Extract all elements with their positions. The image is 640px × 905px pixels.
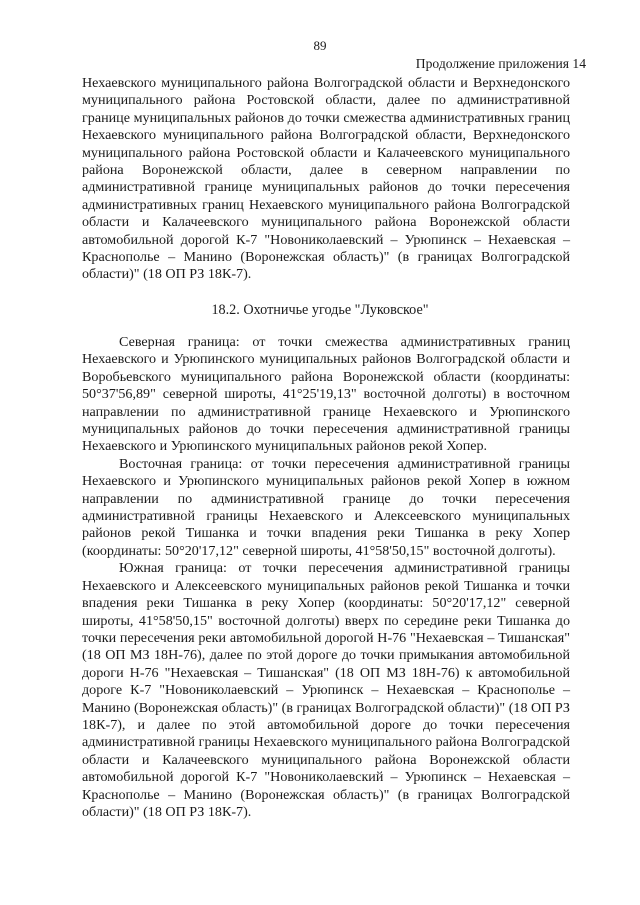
page-number: 89: [313, 38, 327, 53]
intro-paragraph: Нехаевского муниципального района Волгоградской области и Верхнедонского муниципального района Ростовской области, далее по административной границе муниципальных районов до точки смежества административных границ Нехаевского муниципального района Волгоградской области, Верхнедонского муниципального района Ростовской области и Калачеевского муниципального района Воронежской области, далее в северном направлении по административной границе муниципальных районов до точки пересечения административных границ Нехаевского муниципального района Волгоградской области и Калачеевского муниципального района Воронежской области автомобильной дорогой К-7 "Новониколаевский – Урюпинск – Нехаевская – Краснополье – Манино (Воронежская область)" (в границах Волгоградской области)" (18 ОП РЗ 18К-7).: [82, 75, 570, 283]
south-border-paragraph: Южная граница: от точки пересечения административной границы Нехаевского и Алексеевского муниципальных районов рекой Тишанка и точки впадения реки Тишанка в реку Хопер (координаты: 50°20'17,12" северной широты, 41°58'50,15" восточной долготы) вверх по середине реки Тишанка до точки пересечения реки автомобильной дорогой Н-76 "Нехаевская – Тишанская" (18 ОП МЗ 18Н-76), далее по этой дороге до точки примыкания автомобильной дороги Н-76 "Нехаевская – Тишанская" (18 ОП МЗ 18Н-76) к автомобильной дороге К-7 "Новониколаевский – Урюпинск – Нехаевская – Краснополье – Манино (Воронежская область)" (в границах Волгоградской области)" (18 ОП РЗ 18К-7), и далее по этой автомобильной дороге до точки пересечения административной границы Нехаевского муниципального района Волгоградской области и Калачеевского муниципального района Воронежской области автомобильной дорогой К-7 "Новониколаевский – Урюпинск – Нехаевская – Краснополье – Манино (Воронежская область)" (в границах Волгоградской области)" (18 ОП РЗ 18К-7).: [82, 560, 570, 820]
section-body: [82, 334, 570, 821]
intro-paragraph-block: [82, 75, 570, 284]
appendix-continuation-note: Продолжение приложения 14: [415, 56, 586, 71]
east-border-paragraph: Восточная граница: от точки пересечения административной границы Нехаевского и Урюпинского муниципальных районов рекой Хопер в южном направлении по административной границе до точки пересечения административной границы Нехаевского и Алексеевского муниципальных районов рекой Тишанка и точки впадения реки Тишанка в реку Хопер (координаты: 50°20'17,12" северной широты, 41°58'50,15" восточной долготы).: [82, 455, 570, 559]
section-title: 18.2. Охотничье угодье "Луковское": [211, 302, 429, 318]
north-border-paragraph: Северная граница: от точки смежества административных границ Нехаевского и Урюпинского муниципальных районов Волгоградской области и Воробьевского муниципального района Воронежской области (координаты: 50°37'56,89" северной широты, 41°25'19,13" восточной долготы) в восточном направлении по административной границе Нехаевского и Урюпинского муниципальных районов до точки пересечения административной границы Нехаевского и Урюпинского муниципальных районов рекой Хопер.: [82, 334, 570, 455]
